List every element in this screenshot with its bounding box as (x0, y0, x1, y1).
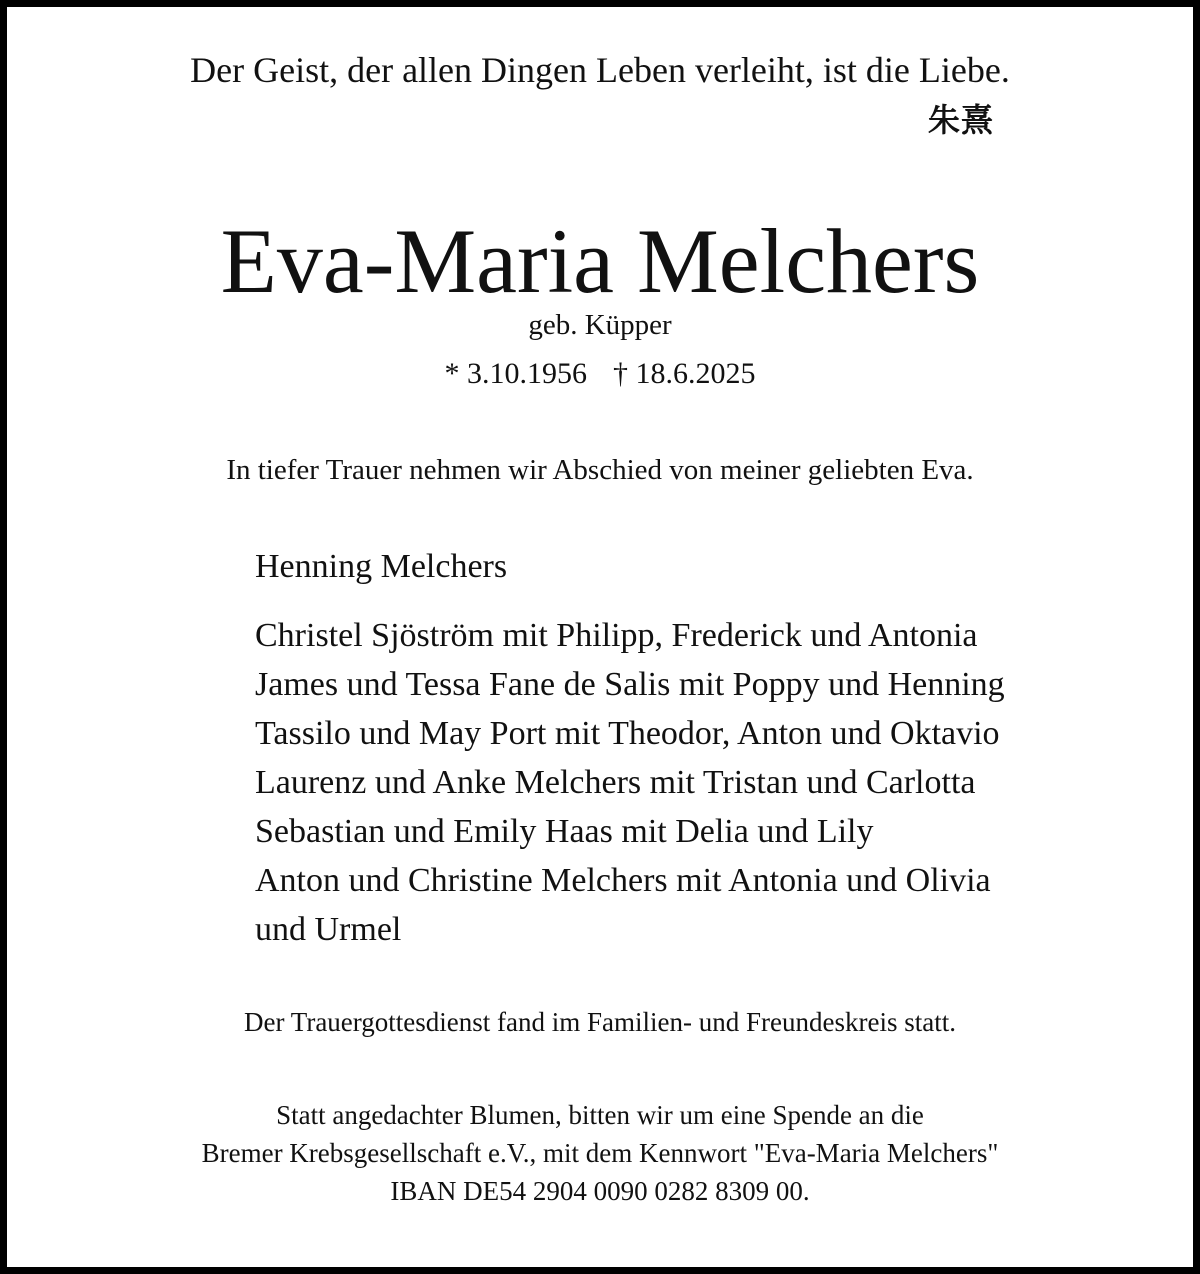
donation-iban: IBAN DE54 2904 0090 0282 8309 00. (390, 1176, 810, 1206)
family-line: Sebastian und Emily Haas mit Delia und Lily (255, 813, 874, 850)
birth-date: * 3.10.1956 (444, 357, 587, 390)
quote-text: Der Geist, der allen Dingen Leben verleiht, ist die Liebe. (190, 50, 1010, 90)
donation-note (0, 1096, 1200, 1210)
donation-line: Bremer Krebsgesellschaft e.V., mit dem Kennwort "Eva-Maria Melchers" (201, 1138, 999, 1168)
mourners-list (255, 547, 1005, 954)
family-line: und Urmel (255, 911, 402, 948)
family-line: Laurenz und Anke Melchers mit Tristan und Carlotta (255, 764, 976, 801)
death-date: † 18.6.2025 (613, 357, 756, 390)
life-dates (0, 354, 1200, 394)
family-line: Christel Sjöström mit Philipp, Frederick und Antonia (255, 617, 978, 654)
deceased-name: Eva-Maria Melchers (220, 210, 980, 312)
service-note: Der Trauergottesdienst fand im Familien- und Freundeskreis statt. (244, 1007, 956, 1037)
intro-text: In tiefer Trauer nehmen wir Abschied von meiner geliebten Eva. (226, 454, 974, 486)
birth-name: geb. Küpper (528, 309, 672, 341)
quote-author: 朱熹 (928, 101, 995, 139)
donation-line: Statt angedachter Blumen, bitten wir um eine Spende an die (276, 1100, 924, 1130)
family-line: Anton und Christine Melchers mit Antonia und Olivia (255, 862, 991, 899)
family-line: James und Tessa Fane de Salis mit Poppy und Henning (255, 666, 1005, 703)
principal-mourner: Henning Melchers (255, 548, 508, 585)
family-line: Tassilo und May Port mit Theodor, Anton und Oktavio (255, 715, 1000, 752)
